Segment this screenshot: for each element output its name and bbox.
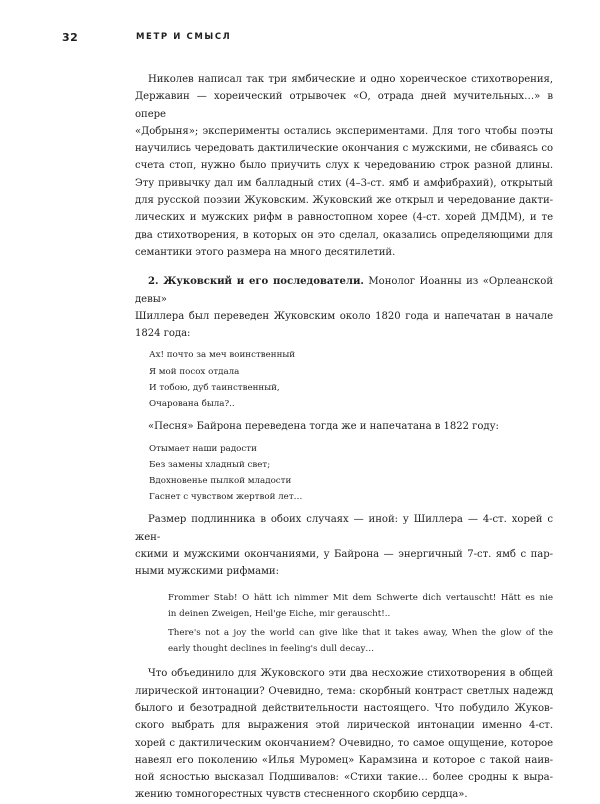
text-line: Размер подлинника в обоих случаях — иной: у Шиллера — 4-ст. хорей с жен- [135, 514, 553, 543]
original-quotes [168, 590, 553, 658]
poem-line: Без замены хладный свет; [149, 459, 271, 470]
poem-line: Я мой посох отдала [149, 366, 240, 377]
text-line: 1824 года: [135, 328, 191, 340]
text-line: научились чередовать дактилические окончания с мужскими, не сбиваясь со [135, 143, 553, 155]
poem-line: И тобою, дуб таинственный, [149, 382, 280, 393]
quote-line: There's not a joy the world can give like that it takes away, When the glow of the [168, 627, 553, 638]
quote-line: in deinen Zweigen, Heil'ge Eiche, mir gerauscht!.. [168, 608, 391, 619]
poem-schiller-translation [149, 347, 553, 412]
text-line: ной ясностью высказал Подшивалов: «Стихи такие… более сродны к выра- [135, 772, 553, 784]
quote-line: Frommer Stab! O hätt ich nimmer Mit dem Schwerte dich vertauscht! Hätt es nie [168, 592, 553, 603]
text-line: лических и мужских рифм в равностопном хорее (4-ст. хорей ДМДМ), и те [135, 212, 553, 224]
text-line: семантики этого размера на много десятилетий. [135, 246, 396, 258]
paragraph-1 [135, 71, 553, 261]
poem-line: Вдохновенье пылкой младости [149, 475, 292, 486]
page-number: 32 [62, 31, 79, 44]
section-2-paragraph [135, 273, 553, 342]
text-line: для русской поэзии Жуковским. Жуковский же открыл и чередование дакти- [135, 195, 553, 207]
section-title: 2. Жуковский и его последователи. [148, 276, 364, 288]
running-head: МЕТР И СМЫСЛ [136, 32, 232, 42]
quote-english [168, 625, 553, 657]
quote-german [168, 590, 553, 622]
text-line: скими и мужскими окончаниями, у Байрона — энергичный 7-ст. ямб с пар- [135, 548, 553, 560]
quote-line: early thought declines in feeling's dull decay… [168, 644, 375, 655]
text-line: хорей с дактилическим окончанием? Очевидно, то самое ощущение, которое [135, 737, 553, 749]
text-line: Николев написал так три ямбические и одно хореическое стихотворения, [148, 74, 553, 85]
text-line [135, 273, 553, 308]
poem-byron-translation [149, 441, 553, 506]
paragraph-4 [135, 665, 553, 803]
poem-line: Отымает наши радости [149, 443, 257, 454]
text-line: жению томногорестных чувств стесненного скорбию сердца». [135, 789, 468, 801]
byron-intro [135, 418, 553, 435]
section-first-line-text: Монолог Иоанны из «Орлеанской девы» [135, 276, 553, 305]
text-line: Державин — хореический отрывочек «О, отрада дней мучительных…» в опере [135, 91, 553, 120]
paragraph-3 [135, 511, 553, 580]
text-line: былого и безотрадной действительности настоящего. Что побудило Жуков- [135, 702, 553, 714]
text-line: счета стоп, нужно было приучить слух к чередованию строк разной длины. [135, 160, 553, 172]
text-line: «Песня» Байрона переведена тогда же и напечатана в 1822 году: [148, 421, 499, 433]
text-line: два стихотворения, в которых он это сделал, оказались определяющими для [135, 229, 553, 241]
page-header [62, 31, 560, 45]
text-line: ными мужскими рифмами: [135, 566, 279, 578]
text-line: лирической интонации? Очевидно, тема: скорбный контраст светлых надежд [135, 685, 553, 697]
text-line: навеял его поколению «Илья Муромец» Карамзина и которое с такой наив- [135, 754, 553, 766]
text-line: «Добрыня»; эксперименты остались экспериментами. Для того чтобы поэты [135, 125, 553, 137]
text-line: Что объединило для Жуковского эти два несхожие стихотворения в общей [148, 668, 553, 680]
text-line: Шиллера был переведен Жуковским около 1820 года и напечатан в начале [135, 310, 553, 322]
text-line: ского выбрать для выражения этой лирической интонации именно 4-ст. [135, 720, 553, 732]
text-line: Эту привычку дал им балладный стих (4–3-ст. ямб и амфибрахий), открытый [135, 177, 553, 189]
poem-line: Очарована была?.. [149, 399, 235, 410]
page-body [135, 71, 553, 804]
poem-line: Гаснет с чувством жертвой лет… [149, 492, 303, 503]
poem-line: Ах! почто за меч воинственный [149, 350, 296, 361]
